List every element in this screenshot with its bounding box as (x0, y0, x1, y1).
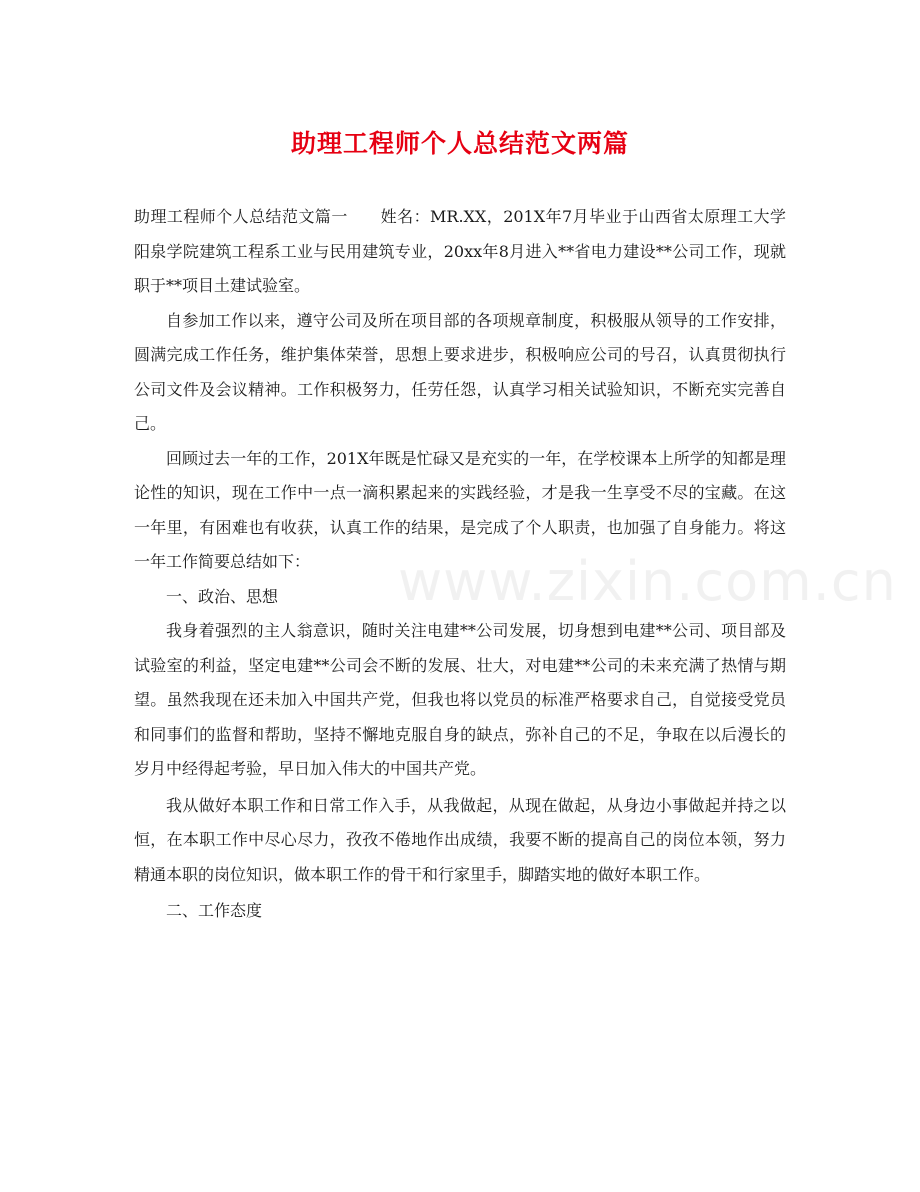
paragraph-politics: 我身着强烈的主人翁意识，随时关注电建**公司发展，切身想到电建**公司、项目部及试验室的利益，坚定电建**公司会不断的发展、壮大，对电建**公司的未来充满了热情与期望。虽然我现在还未加入中国共产党，但我也将以党员的标准严格要求自己，自觉接受党员和同事们的监督和帮助，坚持不懈地克服自身的缺点，弥补自己的不足，争取在以后漫长的岁月中经得起考验，早日加入伟大的中国共产党。 (134, 621, 786, 778)
section-heading-politics: 一、政治、思想 (166, 586, 279, 606)
paragraph-work-attitude-overview: 自参加工作以来，遵守公司及所在项目部的各项规章制度，积极服从领导的工作安排，圆满完成工作任务，维护集体荣誉，思想上要求进步，积极响应公司的号召，认真贯彻执行公司文件及会议精神。工作积极努力，任劳任怨，认真学习相关试验知识，不断充实完善自己。 (134, 310, 786, 433)
document-body (134, 200, 786, 929)
paragraph-duty: 我从做好本职工作和日常工作入手，从我做起，从现在做起，从身边小事做起并持之以恒，在本职工作中尽心尽力，孜孜不倦地作出成绩，我要不断的提高自己的岗位本领，努力精通本职的岗位知识，做本职工作的骨干和行家里手，脚踏实地的做好本职工作。 (134, 795, 786, 884)
paragraph-year-review: 回顾过去一年的工作，201X年既是忙碌又是充实的一年，在学校课本上所学的知都是理论性的知识，现在工作中一点一滴积累起来的实践经验，才是我一生享受不尽的宝藏。在这一年里，有困难也有收获，认真工作的结果，是完成了个人职责，也加强了自身能力。将这一年工作简要总结如下： (134, 448, 786, 571)
section-heading-work-attitude: 二、工作态度 (166, 901, 263, 920)
watermark: www.zixin.com.cn (398, 550, 897, 613)
document-title: 助理工程师个人总结范文两篇 (290, 129, 629, 158)
paragraph-intro: 助理工程师个人总结范文篇一 姓名：MR.XX，201X年7月毕业于山西省太原理工大学阳泉学院建筑工程系工业与民用建筑专业，20xx年8月进入**省电力建设**公司工作，现就职于**项目土建试验室。 (134, 207, 786, 295)
